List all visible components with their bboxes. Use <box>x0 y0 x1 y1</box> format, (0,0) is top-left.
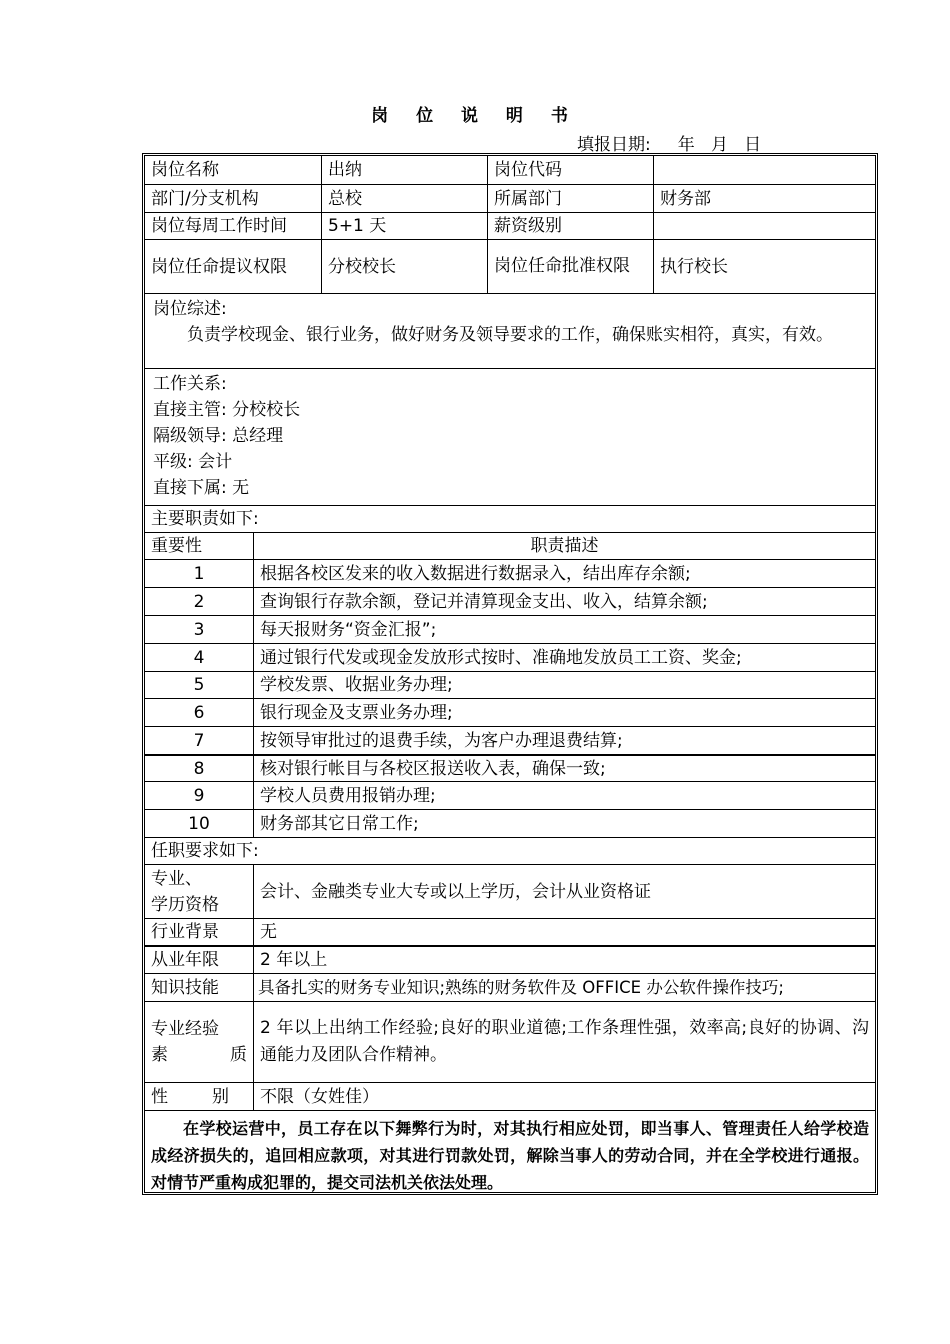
label-approve-authority: 岗位任命批准权限 <box>487 240 653 293</box>
duty-row <box>145 809 875 837</box>
info-row-1 <box>145 156 875 184</box>
relation-peer: 平级: 会计 <box>153 452 233 472</box>
req-experience-value: 2 年以上出纳工作经验;良好的职业道德;工作条理性强，效率高;良好的协调、沟通能力及团队合作精神。 <box>253 1002 875 1082</box>
duties-header-row <box>145 532 875 559</box>
value-weekly-hours: 5+1 天 <box>321 213 487 239</box>
relations-section <box>145 368 875 505</box>
value-department: 总校 <box>321 185 487 212</box>
summary-section <box>145 293 875 368</box>
info-row-4 <box>145 239 875 293</box>
req-industry-row <box>145 918 875 945</box>
req-industry-label: 行业背景 <box>151 922 219 942</box>
duty-number: 4 <box>193 647 205 668</box>
value-nominate-authority: 分校校长 <box>321 240 487 293</box>
duty-row <box>145 754 875 781</box>
req-education-value: 会计、金融类专业大专或以上学历，会计从业资格证 <box>253 865 875 918</box>
value-belong-dept: 财务部 <box>653 185 875 212</box>
fill-date-line: 填报日期: 年 月 日 <box>577 135 762 155</box>
label-position-name: 岗位名称 <box>151 160 219 180</box>
duty-description: 根据各校区发来的收入数据进行数据录入，结出库存余额; <box>253 560 875 587</box>
label-position-code: 岗位代码 <box>487 156 653 184</box>
duty-description: 每天报财务“资金汇报”; <box>253 616 875 643</box>
duty-number: 6 <box>193 702 205 723</box>
duty-description: 银行现金及支票业务办理; <box>253 699 875 726</box>
duty-row <box>145 698 875 726</box>
label-belong-dept: 所属部门 <box>487 185 653 212</box>
req-gender-label-a: 性 <box>151 1086 168 1107</box>
req-education-label-line1: 专业、 <box>151 868 202 889</box>
duty-number: 7 <box>193 730 205 751</box>
label-department: 部门/分支机构 <box>151 188 259 209</box>
req-gender-row <box>145 1082 875 1110</box>
duty-number: 3 <box>193 619 205 640</box>
req-skill-label: 知识技能 <box>151 977 219 998</box>
label-weekly-hours: 岗位每周工作时间 <box>151 216 287 236</box>
duty-description: 财务部其它日常工作; <box>253 810 875 837</box>
col-description: 职责描述 <box>253 533 875 559</box>
req-experience-label-line2b: 质 <box>230 1045 247 1065</box>
summary-heading: 岗位综述: <box>153 299 227 319</box>
relation-subordinate: 直接下属: 无 <box>153 478 250 498</box>
relation-skip-leader: 隔级领导: 总经理 <box>153 426 284 446</box>
req-gender-label-b: 别 <box>212 1086 229 1107</box>
duty-row <box>145 726 875 754</box>
relations-heading: 工作关系: <box>153 374 227 394</box>
value-position-name: 出纳 <box>321 156 487 184</box>
label-salary-level: 薪资级别 <box>487 213 653 239</box>
duty-number: 8 <box>193 758 205 779</box>
col-importance: 重要性 <box>151 536 202 556</box>
label-nominate-authority: 岗位任命提议权限 <box>151 256 287 277</box>
req-gender-value: 不限（女姓佳） <box>253 1083 875 1110</box>
discipline-note: 在学校运营中，员工存在以下舞弊行为时，对其执行相应处罚，即当事人、管理责任人给学校造成经济损失的，追回相应款项，对其进行罚款处罚，解除当事人的劳动合同，并在全学校进行通报。对情节严重构成犯罪的，提交司法机关依法处理。 <box>151 1119 869 1192</box>
duty-number: 9 <box>193 785 205 806</box>
value-salary-level <box>653 213 875 239</box>
duty-description: 通过银行代发或现金发放形式按时、准确地发放员工工资、奖金; <box>253 644 875 671</box>
duties-heading-row <box>145 505 875 532</box>
req-years-row <box>145 945 875 973</box>
note-row <box>145 1110 875 1192</box>
duty-row <box>145 615 875 643</box>
duty-row <box>145 559 875 587</box>
duty-row <box>145 643 875 671</box>
duty-description: 核对银行帐目与各校区报送收入表，确保一致; <box>253 756 875 781</box>
req-experience-row <box>145 1001 875 1082</box>
info-row-3 <box>145 212 875 239</box>
duty-number: 1 <box>193 563 205 584</box>
req-education-label-line2: 学历资格 <box>151 894 219 915</box>
duty-number: 10 <box>188 813 210 834</box>
summary-text: 负责学校现金、银行业务，做好财务及领导要求的工作，确保账实相符，真实，有效。 <box>187 325 833 345</box>
duty-description: 查询银行存款余额，登记并清算现金支出、收入，结算余额; <box>253 588 875 615</box>
duties-heading: 主要职责如下: <box>151 509 259 529</box>
job-description-table <box>142 153 878 1195</box>
duty-description: 按领导审批过的退费手续，为客户办理退费结算; <box>253 727 875 754</box>
page-title: 岗 位 说 明 书 <box>371 106 579 126</box>
req-years-value: 2 年以上 <box>253 947 875 973</box>
duty-row <box>145 587 875 615</box>
req-experience-label-line2a: 素 <box>151 1045 168 1065</box>
duty-description: 学校人员费用报销办理; <box>253 782 875 809</box>
info-row-2 <box>145 184 875 212</box>
duty-description: 学校发票、收据业务办理; <box>253 672 875 698</box>
duty-row <box>145 671 875 698</box>
relation-direct-supervisor: 直接主管: 分校校长 <box>153 400 301 420</box>
requirements-heading: 任职要求如下: <box>151 841 259 861</box>
req-skill-value: 具备扎实的财务专业知识;熟练的财务软件及 OFFICE 办公软件操作技巧; <box>253 974 875 1001</box>
req-experience-label-line1: 专业经验 <box>151 1019 219 1039</box>
duty-row <box>145 781 875 809</box>
req-industry-value: 无 <box>253 919 875 945</box>
requirements-heading-row <box>145 837 875 864</box>
value-approve-authority: 执行校长 <box>653 240 875 293</box>
req-years-label: 从业年限 <box>151 950 219 970</box>
req-skill-row <box>145 973 875 1001</box>
duty-number: 2 <box>193 591 205 612</box>
req-education-row <box>145 864 875 918</box>
value-position-code <box>653 156 875 184</box>
duty-number: 5 <box>193 675 205 695</box>
